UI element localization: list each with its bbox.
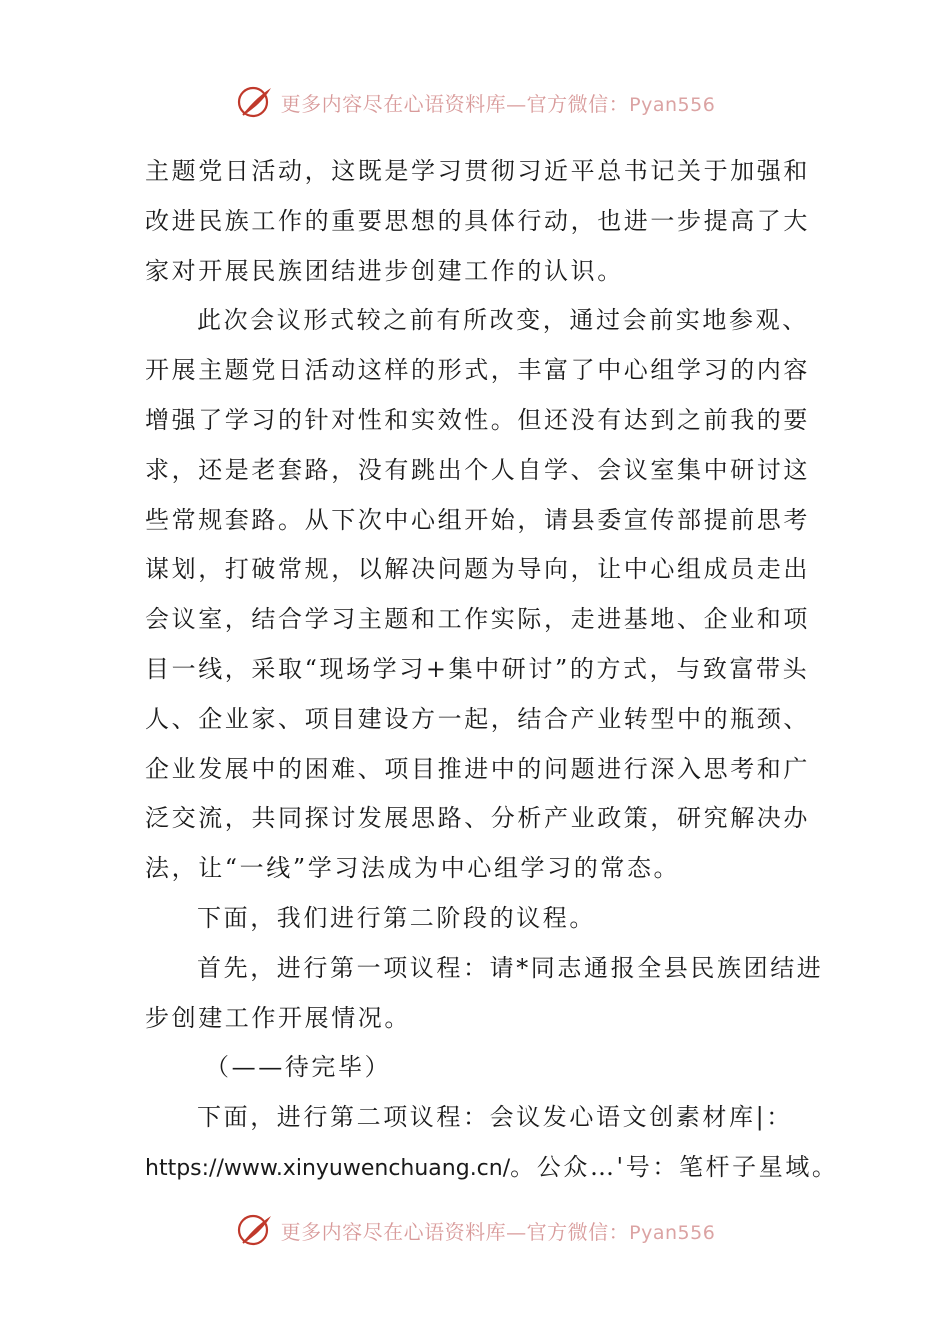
text-line: 主题党日活动，这既是学习贯彻习近平总书记关于加强和 bbox=[145, 157, 810, 185]
header-watermark-banner bbox=[0, 82, 950, 122]
text-line: 步创建工作开展情况。 bbox=[145, 1003, 411, 1032]
text-line: 目一线，采取“现场学习+集中研讨”的方式，与致富带头 bbox=[145, 654, 810, 683]
text-line: 改进民族工作的重要思想的具体行动，也进一步提高了大 bbox=[145, 206, 810, 235]
text-line: 开展主题党日活动这样的形式，丰富了中心组学习的内容 bbox=[145, 356, 810, 385]
text-line: （——待完毕） bbox=[205, 1053, 392, 1082]
website-url: https://www.xinyuwenchuang.cn/ bbox=[145, 1155, 511, 1181]
text-line: 会议室，结合学习主题和工作实际，走进基地、企业和项 bbox=[145, 605, 810, 634]
text-line-tail: 。公众…'号：笔杆子星域。 bbox=[510, 1152, 839, 1181]
wechat-id: Pyan556 bbox=[629, 93, 716, 116]
wechat-id: Pyan556 bbox=[629, 1221, 716, 1244]
text-line: 企业发展中的困难、项目推进中的问题进行深入思考和广 bbox=[145, 754, 810, 783]
text-line: 些常规套路。从下次中心组开始，请县委宣传部提前思考 bbox=[145, 505, 810, 534]
footer-watermark-banner bbox=[0, 1210, 950, 1250]
text-line: 泛交流，共同探讨发展思路、分析产业政策，研究解决办 bbox=[145, 804, 810, 833]
text-line: 谋划，打破常规，以解决问题为导向，让中心组成员走出 bbox=[145, 555, 810, 584]
text-line: 增强了学习的针对性和实效性。但还没有达到之前我的要 bbox=[145, 405, 810, 434]
text-line: 法，让“一线”学习法成为中心组学习的常态。 bbox=[145, 854, 681, 883]
text-line-url bbox=[145, 1143, 839, 1193]
text-line: 下面，我们进行第二阶段的议程。 bbox=[197, 903, 596, 932]
watermark-text: 更多内容尽在心语资料库—官方微信：Pyan556 bbox=[280, 91, 716, 116]
text-line: 家对开展民族团结进步创建工作的认识。 bbox=[145, 256, 624, 285]
quill-logo-icon bbox=[235, 1210, 275, 1250]
text-line: 下面，进行第二项议程：会议发心语文创素材库|： bbox=[197, 1103, 793, 1132]
watermark-text: 更多内容尽在心语资料库—官方微信：Pyan556 bbox=[280, 1219, 716, 1244]
quill-logo-icon bbox=[235, 82, 275, 122]
document-body bbox=[145, 147, 839, 1193]
text-line: 求，还是老套路，没有跳出个人自学、会议室集中研讨这 bbox=[145, 455, 810, 484]
text-line: 人、企业家、项目建设方一起，结合产业转型中的瓶颈、 bbox=[145, 704, 810, 733]
text-line: 此次会议形式较之前有所改变，通过会前实地参观、 bbox=[197, 306, 809, 335]
text-line: 首先，进行第一项议程：请*同志通报全县民族团结进 bbox=[197, 953, 824, 982]
